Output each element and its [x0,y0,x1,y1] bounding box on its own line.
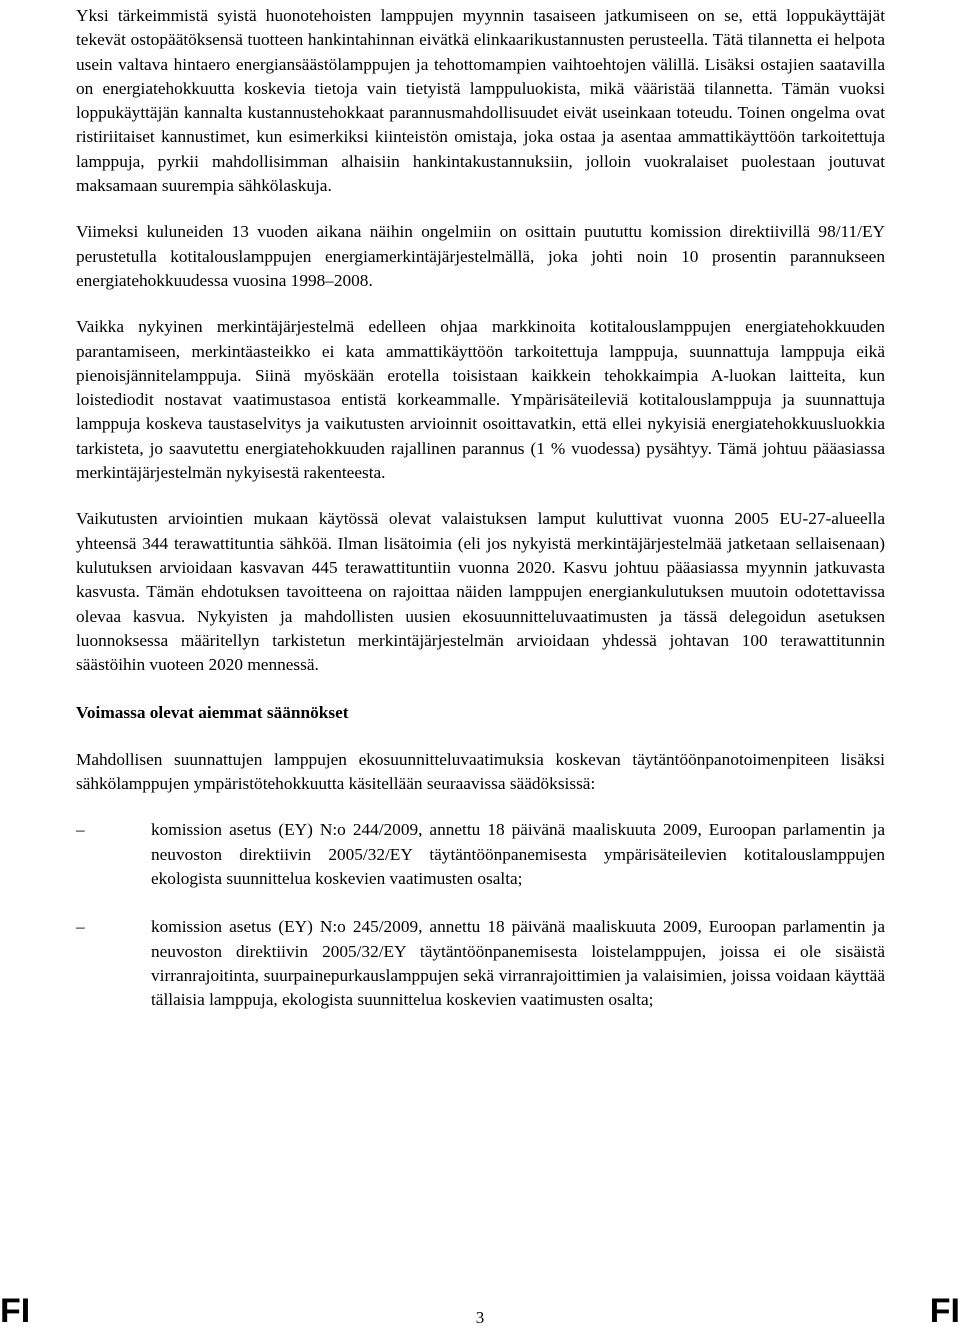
regulation-list [76,818,885,1012]
paragraph: Vaikutusten arviointien mukaan käytössä olevat valaistuksen lamput kuluttivat vuonna 2005 EU-27-alueella yhteensä 344 terawattituntia sähköä. Ilman lisätoimia (eli jos nykyistä merkintäjärjestelmää jatketaan sellaisenaan) kulutuksen arvioidaan kasvavan 445 terawattituntiin vuonna 2020. Kasvu johtuu pääasiassa myynnin jatkuvasta kasvusta. Tämän ehdotuksen tavoitteena on rajoittaa näiden lamppujen energiankulutuksen muutoin odotettavissa olevaa kasvua. Nykyisten ja mahdollisten uusien ekosuunnitteluvaatimusten ja tässä delegoidun asetuksen luonnoksessa määritellyn tarkistetun merkintäjärjestelmän arvioidaan yhdessä johtavan 100 terawattitunnin säästöihin vuoteen 2020 mennessä. [76,509,885,675]
list-item [76,915,885,1012]
language-code-right: FI [929,1292,960,1330]
page-number: 3 [475,1308,485,1327]
list-item-text: komission asetus (EY) N:o 244/2009, annettu 18 päivänä maaliskuuta 2009, Euroopan parlamentin ja neuvoston direktiivin 2005/32/EY täytäntöönpanemisesta ympärisäteilevien kotitalouslamppujen ekologista suunnittelua koskevien vaatimusten osalta; [151,820,885,888]
list-dash: – [76,917,85,937]
list-intro: Mahdollisen suunnattujen lamppujen ekosuunnitteluvaatimuksia koskevan täytäntöönpanotoimenpiteen lisäksi sähkölamppujen ympäristötehokkuutta käsitellään seuraavissa säädöksissä: [76,749,885,794]
language-code-left: FI [0,1292,31,1330]
list-dash: – [76,820,85,840]
paragraph: Viimeksi kuluneiden 13 vuoden aikana näihin ongelmiin on osittain puututtu komission direktiivillä 98/11/EY perustetulla kotitalouslamppujen energiamerkintäjärjestelmällä, joka johti noin 10 prosentin parannukseen energiatehokkuudessa vuosina 1998–2008. [76,222,885,290]
document-body [76,0,885,1012]
paragraph: Yksi tärkeimmistä syistä huonotehoisten lamppujen myynnin tasaiseen jatkumiseen on se, että loppukäyttäjät tekevät ostopäätöksensä tuotteen hankintahinnan eivätkä elinkaarikustannusten perusteella. Tätä tilannetta ei helpota usein valtava hintaero energiansäästölamppujen ja tehottomampien vaihtoehtojen välillä. Lisäksi ostajien saatavilla on energiatehokkuutta koskevia tietoja vain tietyistä lamppuluokista, mikä vääristää tilannetta. Tämän vuoksi loppukäyttäjän kannalta kustannustehokkaat parannusmahdollisuudet eivät useinkaan toteudu. Toinen ongelma ovat ristiriitaiset kannustimet, kun esimerkiksi kiinteistön omistaja, joka ostaa ja asentaa ammattikäyttöön tarkoitettuja lamppuja, pyrkii mahdollisimman alhaisiin hankintakustannuksiin, jolloin vuokralaiset puolestaan joutuvat maksamaan suurempia sähkölaskuja. [76,6,885,196]
paragraph: Vaikka nykyinen merkintäjärjestelmä edelleen ohjaa markkinoita kotitalouslamppujen energiatehokkuuden parantamiseen, merkintäasteikko ei kata ammattikäyttöön tarkoitettuja lamppuja, suunnattuja lamppuja eikä pienoisjännitelamppuja. Siinä myöskään erotella toisistaan kaikkein tehokkaimpia A-luokan laitteita, kun loistediodit nostavat vaatimustasoa entistä korkeammalle. Ympärisäteileviä kotitalouslamppuja ja suunnattuja lamppuja koskeva taustaselvitys ja vaikutusten arvioinnit osoittavatkin, että ellei nykyisiä energiatehokkuusluokkia tarkisteta, jo saavutettu energiatehokkuuden rajallinen parannus (1 % vuodessa) pysähtyy. Tämä johtuu pääasiassa merkintäjärjestelmän nykyisestä rakenteesta. [76,317,885,483]
section-heading: Voimassa olevat aiemmat säännökset [76,703,349,723]
list-item [76,818,885,891]
list-item-text: komission asetus (EY) N:o 245/2009, annettu 18 päivänä maaliskuuta 2009, Euroopan parlamentin ja neuvoston direktiivin 2005/32/EY täytäntöönpanemisesta loistelamppujen, joissa ei ole sisäistä virranrajoitinta, suurpainepurkauslamppujen sekä virranrajoittimien ja valaisimien, joissa voidaan käyttää tällaisia lamppuja, ekologista suunnittelua koskevien vaatimusten osalta; [151,917,885,1010]
